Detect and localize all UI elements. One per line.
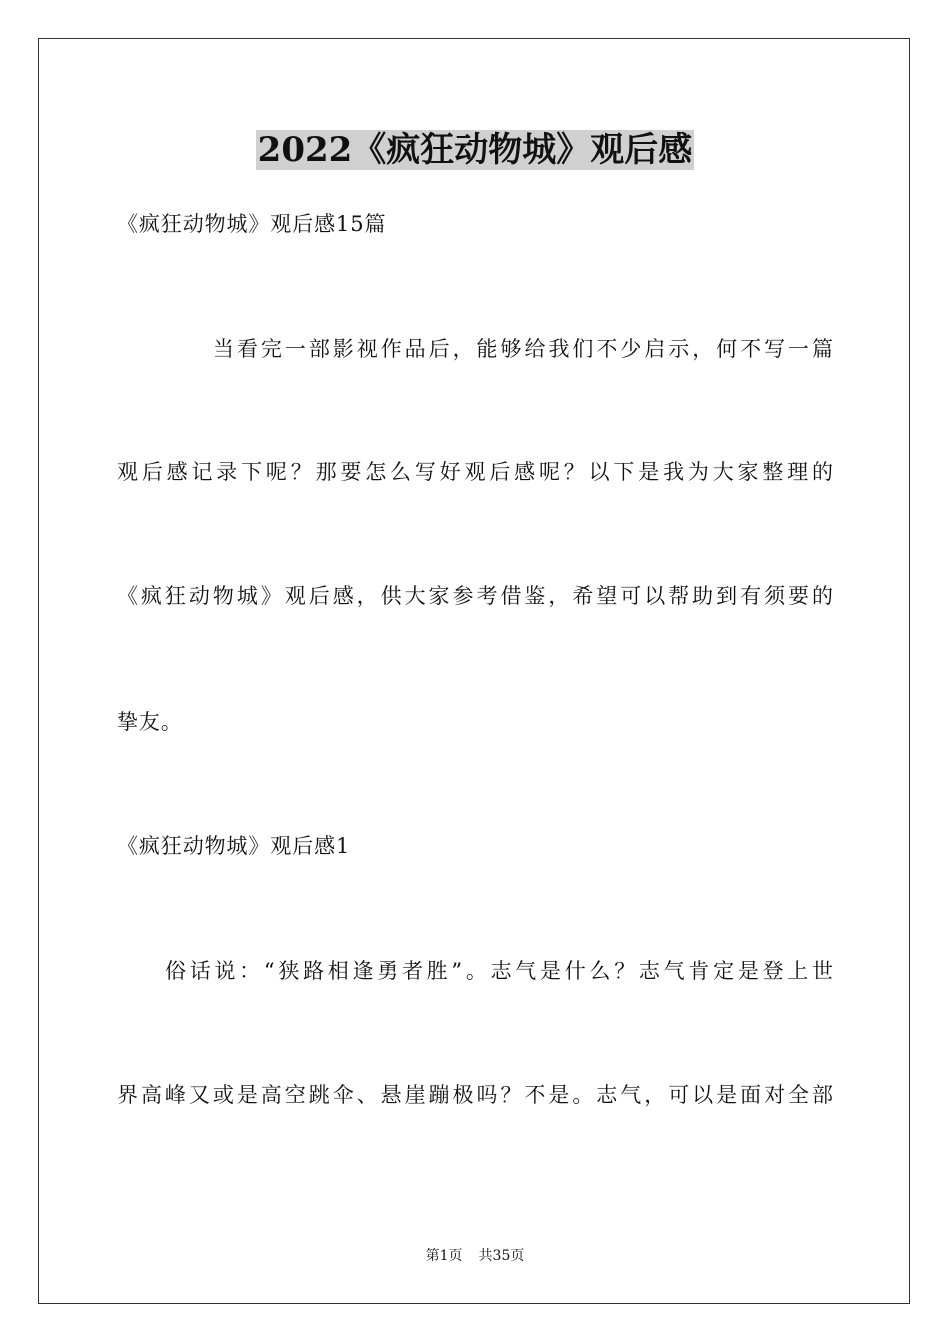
document-title: [0, 128, 950, 172]
document-subtitle: 《疯狂动物城》观后感15篇: [117, 212, 387, 236]
intro-line-2: 观后感记录下呢？那要怎么写好观后感呢？以下是我为大家整理的: [117, 460, 833, 484]
intro-line-4: 挚友。: [117, 710, 183, 734]
intro-line-1: 当看完一部影视作品后，能够给我们不少启示，何不写一篇: [213, 337, 833, 361]
section-line-2: 界高峰又或是高空跳伞、悬崖蹦极吗？不是。志气，可以是面对全部: [117, 1083, 833, 1107]
section-line-1: 俗话说：“狭路相逢勇者胜”。志气是什么？志气肯定是登上世: [165, 959, 833, 983]
page-footer: [0, 1246, 950, 1266]
page-number-total: 共35页: [478, 1248, 525, 1264]
page-number-current: 第1页: [425, 1248, 463, 1264]
section-heading: 《疯狂动物城》观后感1: [117, 834, 351, 858]
document-title-text: 2022《疯狂动物城》观后感: [257, 130, 693, 170]
intro-line-3: 《疯狂动物城》观后感，供大家参考借鉴，希望可以帮助到有须要的: [117, 584, 833, 608]
